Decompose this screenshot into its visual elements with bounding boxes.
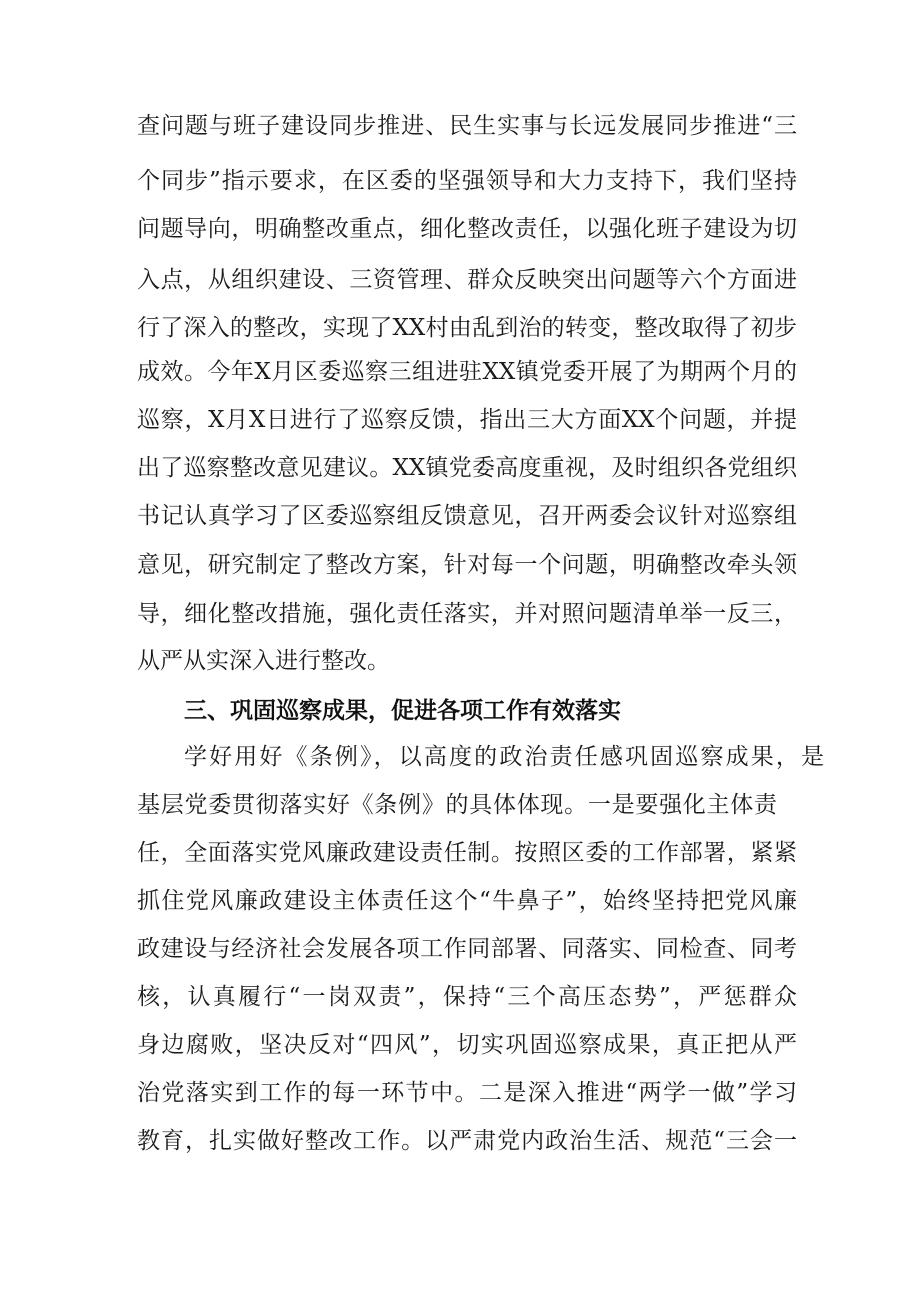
paragraph2-line-3: 任，全面落实党风廉政建设责任制。按照区委的工作部署，紧紧 [137,840,797,866]
paragraph1-line-1: 查问题与班子建设同步推进、民生实事与长远发展同步推进“三 [137,113,797,139]
paragraph2-line-8: 治党落实到工作的每一环节中。二是深入推进“两学一做”学习 [137,1080,797,1106]
paragraph2-line-7: 身边腐败，坚决反对“四风”，切实巩固巡察成果，真正把从严 [137,1032,797,1058]
paragraph1-line-2: 个同步”指示要求，在区委的坚强领导和大力支持下，我们坚持 [137,168,797,194]
paragraph2-line-5: 政建设与经济社会发展各项工作同部署、同落实、同检查、同考 [137,936,797,962]
paragraph1-line-11: 导，细化整改措施，强化责任落实，并对照问题清单举一反三， [137,601,797,627]
paragraph1-line-8: 出了巡察整改意见建议。XX镇党委高度重视，及时组织各党组织 [137,455,797,481]
paragraph1-line-12: 从严从实深入进行整改。 [137,648,390,674]
section-heading: 三、巩固巡察成果，促进各项工作有效落实 [184,698,621,724]
paragraph1-line-10: 意见，研究制定了整改方案，针对每一个问题，明确整改牵头领 [137,552,797,578]
paragraph1-line-4: 入点，从组织建设、三资管理、群众反映突出问题等六个方面进 [137,267,797,293]
paragraph2-line-1: 学好用好《条例》，以高度的政治责任感巩固巡察成果，是 [184,744,824,770]
paragraph1-line-3: 问题导向，明确整改重点，细化整改责任，以强化班子建设为切 [137,216,797,242]
paragraph1-line-6: 成效。今年X月区委巡察三组进驻XX镇党委开展了为期两个月的 [137,359,797,385]
paragraph1-line-9: 书记认真学习了区委巡察组反馈意见，召开两委会议针对巡察组 [137,503,797,529]
paragraph2-line-4: 抓住党风廉政建设主体责任这个“牛鼻子”，始终坚持把党风廉 [137,888,797,914]
paragraph2-line-9: 教育，扎实做好整改工作。以严肃党内政治生活、规范“三会一 [137,1128,797,1154]
paragraph1-line-7: 巡察，X月X日进行了巡察反馈，指出三大方面XX个问题，并提 [137,407,797,433]
paragraph1-line-5: 行了深入的整改，实现了XX村由乱到治的转变，整改取得了初步 [137,315,797,341]
paragraph2-line-6: 核，认真履行“一岗双责”，保持“三个高压态势”，严惩群众 [137,984,797,1010]
paragraph2-line-2: 基层党委贯彻落实好《条例》的具体体现。一是要强化主体责 [137,792,777,818]
